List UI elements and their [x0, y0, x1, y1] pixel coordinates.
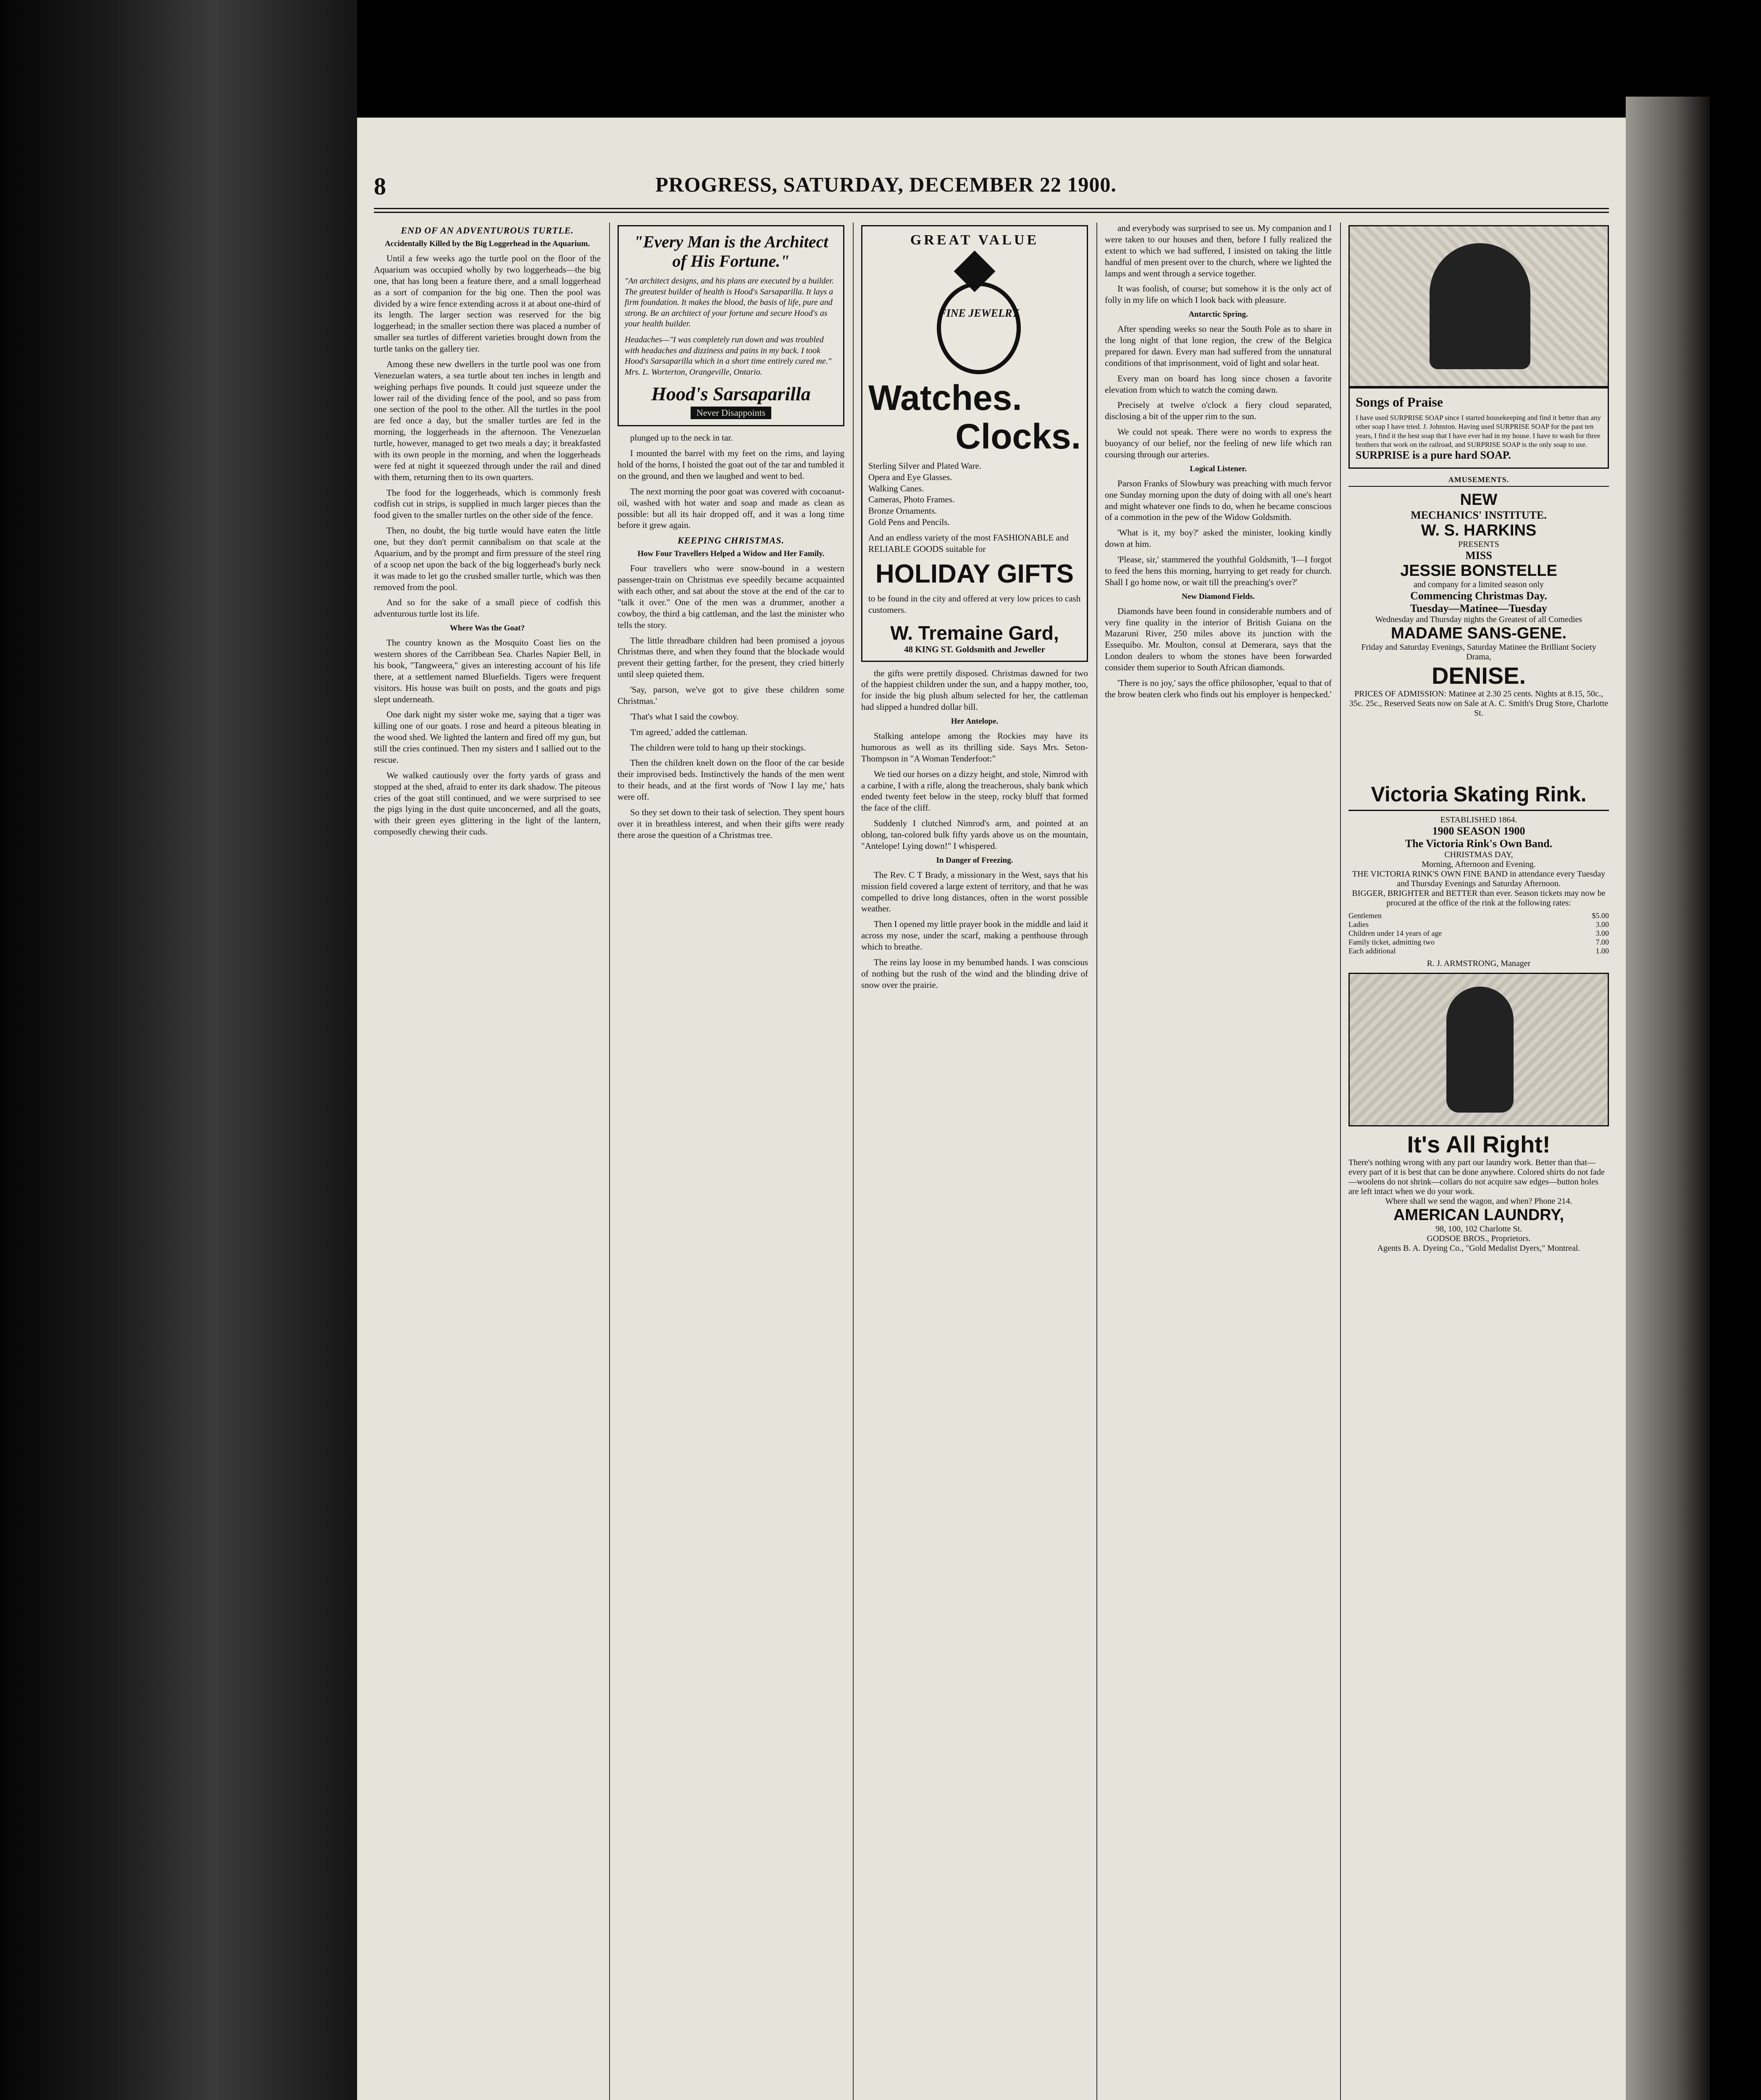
rates-table: [1348, 911, 1609, 956]
paragraph: and everybody was surprised to see us. My companion and I were taken to our houses and then, before I fully realized the extent to which we had suffered, I insisted on taking the little handful of men present over to the church, where we lighted the lamps and went through a service together.: [1105, 223, 1332, 278]
ad-headline: "Every Man is the Architect of His Fortune.": [633, 232, 828, 270]
article-title: Her Antelope.: [951, 717, 999, 726]
header-rule: [374, 208, 1609, 213]
article-subtitle: Accidentally Killed by the Big Loggerhead in the Aquarium.: [384, 239, 590, 248]
ring-band: [937, 282, 1021, 374]
laundry-name: AMERICAN LAUNDRY,: [1393, 1206, 1564, 1224]
rate-label: Ladies: [1348, 920, 1369, 929]
list-item: Sterling Silver and Plated Ware.: [868, 460, 982, 471]
list-item: Opera and Eye Glasses.: [868, 472, 952, 482]
paragraph: the gifts were prettily disposed. Christmas dawned for two of the happiest children under the sun, and a happy mother, too, for inside the big plush album selected for her, the cattleman had slipped a hundred dollar bill.: [861, 668, 1088, 712]
found-text: to be found in the city and offered at very low prices to cash customers.: [868, 593, 1081, 615]
christmas-text: CHRISTMAS DAY,: [1444, 850, 1513, 859]
article-title: END OF AN ADVENTUROUS TURTLE.: [401, 225, 574, 236]
amusements-section: [1348, 475, 1609, 1253]
paragraph: The children were told to hang up their stockings.: [630, 742, 806, 753]
ad-body: "An architect designs, and his plans are executed by a builder. The greatest builder of health is Hood's Sarsaparilla. It lays a firm foundation. It makes the blood, the basis of life, pure and strong. Be an architect of your fortune and secure Hood's as your health builder.: [625, 276, 834, 329]
column-5: [1348, 223, 1609, 2100]
column-rule: [1340, 223, 1341, 2100]
paragraph: Suddenly I clutched Nimrod's arm, and pointed at an oblong, tan-colored bulk fifty yards above us on the mountain, "Antelope! Lying down!" I whispered.: [861, 818, 1088, 851]
man-figure: [1446, 987, 1514, 1113]
great-value-heading: GREAT VALUE: [910, 232, 1039, 248]
paragraph: 'Please, sir,' stammered the youthful Goldsmith, 'I—I forgot to feed the hens this morning, hurrying to get ready for church. Shall I go home now, or wait till the preaching's over?': [1105, 554, 1332, 587]
rate-row: [1348, 929, 1609, 938]
paragraph: Precisely at twelve o'clock a fiery cloud separated, disclosing a bit of the upper rim to the sun.: [1105, 400, 1332, 422]
ring-icon: [920, 252, 1029, 374]
paragraph: plunged up to the neck in tar.: [630, 433, 733, 443]
paragraph: 'That's what I said the cowboy.: [630, 711, 739, 722]
column-3: [861, 223, 1088, 2100]
paragraph: Then the children knelt down on the floor of the car beside their improvised beds. Instinctively the hands of the men went to their heads, and at the first words of 'Now I lay me,' hats were off.: [618, 758, 844, 802]
madame-title: MADAME SANS-GENE.: [1390, 625, 1567, 642]
article-title: Where Was the Goat?: [449, 624, 525, 633]
paragraph: And so for the sake of a small piece of codfish this adventurous turtle lost its life.: [374, 597, 601, 619]
woman-illustration: [1348, 225, 1609, 387]
new-label: NEW: [1460, 491, 1498, 509]
surprise-soap-ad: [1348, 387, 1609, 469]
bonstelle-name: JESSIE BONSTELLE: [1400, 562, 1557, 580]
paragraph: Then, no doubt, the big turtle would have eaten the little one, but they don't permit cannibalism on that scale at the Aquarium, and by the prompt and firm pressure of the steel ring of a scoop net upon the back of the big loggerhead's burly neck it was made to let go the crushed smaller turtle, which was then removed from the pool.: [374, 525, 601, 592]
firm-address: 48 KING ST. Goldsmith and Jeweller: [904, 644, 1045, 654]
rate-row: [1348, 938, 1609, 947]
paragraph: It was foolish, of course; but somehow it is the only act of folly in my life on which I look back with pleasure.: [1105, 284, 1332, 305]
rate-row: [1348, 947, 1609, 956]
all-right-heading: It's All Right!: [1407, 1131, 1551, 1158]
paragraph: Stalking antelope among the Rockies may have its humorous as well as its thrilling side. Says Mrs. Seton-Thompson in "A Woman Tenderfoot:": [861, 731, 1088, 764]
column-4: [1105, 223, 1332, 2100]
list-item: Bronze Ornaments.: [868, 506, 937, 516]
wednesday-text: Wednesday and Thursday nights the Greatest of all Comedies: [1375, 615, 1582, 624]
paragraph: Among these new dwellers in the turtle pool was one from Venezuelan waters, a sea turtle about ten inches in length and weighing perhaps five pounds. It could just squeeze under the lower rail of the dividing fence of the pool, and so pass from one section of the pool to the other. All the turtles in the pool are fed once a day, but the smaller turtles are fed in the morning, the loggerheads in the afternoon. The Venezuelan turtle, however, managed to get two meals a day; it breakfasted with its own people in the morning, and when the loggerheads were fed at night it squeezed through under the rail and dined with them, returning then to its own quarters.: [374, 359, 601, 482]
firm-name: W. Tremaine Gard,: [890, 622, 1059, 644]
rate-value: 3.00: [1595, 920, 1609, 929]
laundry-address: 98, 100, 102 Charlotte St.: [1435, 1224, 1522, 1234]
morning-text: Morning, Afternoon and Evening.: [1422, 860, 1536, 869]
rate-value: $5.00: [1592, 911, 1609, 920]
paragraph: 'There is no joy,' says the office philosopher, 'equal to that of the brow beaten clerk who finds out his employer is henpecked.': [1105, 677, 1332, 699]
paragraph: I mounted the barrel with my feet on the rims, and laying hold of the horns, I hoisted the goat out of the tar and tumbled it on the ground, and then we laughed and went to bed.: [618, 448, 844, 481]
praise-tagline: SURPRISE is a pure hard SOAP.: [1356, 449, 1511, 461]
variety-text: And an endless variety of the most FASHIONABLE and RELIABLE GOODS suitable for: [868, 533, 1069, 554]
paragraph: 'I'm agreed,' added the cattleman.: [630, 727, 748, 737]
book-binding: [0, 0, 357, 2100]
paragraph: We could not speak. There were no words to express the buoyancy of our belief, nor the feeling of new life which ran coursing through our arteries.: [1105, 427, 1332, 459]
page-number: 8: [374, 173, 386, 200]
paragraph: We tied our horses on a dizzy height, and stole, Nimrod with a carbine, I with a rifle, along the treacherous, shaly bank which ended twenty feet below in the steep, rocky bluff that formed the face of the cliff.: [861, 769, 1088, 813]
list-item: Gold Pens and Pencils.: [868, 517, 950, 528]
harkins-name: W. S. HARKINS: [1421, 522, 1537, 539]
list-item: Walking Canes.: [868, 483, 924, 494]
column-rule: [853, 223, 854, 2100]
company-text: and company for a limited season only: [1414, 580, 1544, 589]
tuesday-text: Tuesday—Matinee—Tuesday: [1410, 602, 1548, 614]
rate-label: Each additional: [1348, 947, 1396, 955]
rate-label: Gentlemen: [1348, 911, 1382, 920]
commencing-text: Commencing Christmas Day.: [1410, 590, 1547, 602]
rink-title: Victoria Skating Rink.: [1348, 722, 1609, 811]
article-title: Logical Listener.: [1190, 464, 1247, 473]
paragraph: The food for the loggerheads, which is commonly fresh codfish cut in strips, is supplied in much larger pieces than the food given to the smaller turtles on the other side of the fence.: [374, 487, 601, 520]
friday-text: Friday and Saturday Evenings, Saturday Matinee the Brilliant Society Drama,: [1361, 643, 1596, 662]
paragraph: Every man on board has long since chosen a favorite elevation from which to watch the coming dawn.: [1105, 373, 1332, 395]
ad-tagline: Never Disappoints: [691, 407, 771, 419]
praise-title: Songs of Praise: [1356, 394, 1443, 410]
laundry-illustration: [1348, 973, 1609, 1126]
paragraph: Four travellers who were snow-bound in a western passenger-train on Christmas eve speedily became acquainted with each other, and sat about the stove at the end of the car to "talk it over." One of the men was a drummer, another a cowboy, the third a big cattleman, and the last the minister who tells the story.: [618, 563, 844, 630]
ring-label: FINE JEWELRY: [939, 307, 1019, 319]
watches-heading: Watches.: [868, 378, 1022, 417]
bigger-text: BIGGER, BRIGHTER and BETTER than ever. Season tickets may now be procured at the office of the rink at the following rates:: [1352, 889, 1606, 908]
article-title: In Danger of Freezing.: [936, 856, 1013, 865]
paragraph: One dark night my sister woke me, saying that a tiger was killing one of our goats. I rose and heard a piteous bleating in the wood shed. We lighted the lantern and fired off my gun, but still the cries continued. Then my sisters and I sallied out to the rescue.: [374, 709, 601, 765]
season-text: 1900 SEASON 1900: [1432, 825, 1525, 837]
paragraph: 'Say, parson, we've got to give these children some Christmas.': [618, 685, 844, 706]
band-text: The Victoria Rink's Own Band.: [1405, 837, 1553, 850]
paragraph: So they set down to their task of selection. They spent hours over it in breathless interest, and when their gifts were ready there arose the question of a Christmas tree.: [618, 807, 844, 840]
institute-name: MECHANICS' INSTITUTE.: [1411, 509, 1547, 521]
laundry-cta: Where shall we send the wagon, and when? Phone 214.: [1385, 1197, 1572, 1206]
list-item: Cameras, Photo Frames.: [868, 494, 955, 505]
newspaper-page: [357, 118, 1626, 2100]
paragraph: Then I opened my little prayer book in the middle and laid it across my nose, under the scarf, making a penthouse through which to breathe.: [861, 919, 1088, 952]
paragraph: The reins lay loose in my benumbed hands. I was conscious of nothing but the rush of the wind and the blinding drive of snow over the prairie.: [861, 957, 1088, 990]
amusements-heading: AMUSEMENTS.: [1348, 475, 1609, 487]
item-list: [868, 460, 1081, 528]
laundry-text: There's nothing wrong with any part our laundry work. Better than that—every part of it is best that can be done anywhere. Colored shirts do not fade—woolens do not shrink—collars do not acquire saw edges—button holes are left intact when we do your work.: [1348, 1158, 1605, 1196]
page-header: [374, 172, 1609, 202]
denise-title: DENISE.: [1431, 662, 1526, 689]
manager-text: R. J. ARMSTRONG, Manager: [1427, 959, 1531, 968]
paragraph: The Rev. C T Brady, a missionary in the West, says that his mission field covered a large extent of territory, and that he was compelled to drive long distances, often in the worst possible weather.: [861, 869, 1088, 914]
rate-label: Children under 14 years of age: [1348, 929, 1442, 937]
paragraph: The country known as the Mosquito Coast lies on the western shores of the Carribbean Sea. Charles Napier Bell, in his book, "Tangweera," gives an interesting account of his life there, at a settlement named Bluefields. Tigers were frequent visitors. His house was built on posts, and the goats and pigs slept underneath.: [374, 638, 601, 704]
rate-value: 7.00: [1595, 938, 1609, 946]
article-title: Antarctic Spring.: [1188, 310, 1248, 319]
article-title: New Diamond Fields.: [1182, 592, 1255, 601]
rate-label: Family ticket, admitting two: [1348, 938, 1435, 946]
paragraph: We walked cautiously over the forty yards of grass and stopped at the shed, afraid to enter its dark shadow. The piteous cries of the goat still continued, and we were surprised to see the pigs lying in the dust quite unconcerned, and all the goats, with their green eyes glittering in the light of the lantern, composedly chewing their cuds.: [374, 770, 601, 837]
miss-label: MISS: [1465, 549, 1492, 562]
rate-row: [1348, 920, 1609, 929]
jewelry-advertisement: [861, 225, 1088, 662]
holiday-gifts-heading: HOLIDAY GIFTS: [875, 559, 1074, 588]
ad-testimonial: Headaches—"I was completely run down and was troubled with headaches and dizziness and pains in my back. I took Hood's Sarsaparilla which in a short time entirely cured me." Mrs. L. Worterton, Orangeville, Ontario.: [625, 335, 832, 377]
paragraph: Parson Franks of Slowbury was preaching with much fervor one Sunday morning upon the duty of doing with all one's heart and might whatever one finds to do, when he became conscious of a commotion in the pew of the Widow Goldsmith.: [1105, 478, 1332, 522]
paragraph: Diamonds have been found in considerable numbers and of very fine quality in the interior of British Guiana on the Mazaruni River, 250 miles above its junction with the Essequibo. Mr. Moulton, consul at Demerara, says that the London dealers to whom the stones have been forwarded consider them superior to South African diamonds.: [1105, 606, 1332, 672]
hoods-advertisement: [618, 225, 844, 426]
established-text: ESTABLISHED 1864.: [1440, 815, 1517, 824]
paragraph: The next morning the poor goat was covered with cocoanut-oil, washed with hot water and soap and made as clean as possible: but all its hair dropped off, and it was a long time before it grew again.: [618, 486, 844, 530]
hoods-logo: Hood's Sarsaparilla: [651, 383, 811, 405]
paragraph: The little threadbare children had been promised a joyous Christmas there, and when they found that the blockade would prevent their getting farther, for the present, they cried bitterly until sleep quieted them.: [618, 635, 844, 680]
rate-row: [1348, 911, 1609, 920]
article-title: KEEPING CHRISTMAS.: [678, 535, 784, 546]
clocks-heading: Clocks.: [955, 417, 1081, 457]
agents-text: Agents B. A. Dyeing Co., "Gold Medalist Dyers," Montreal.: [1377, 1244, 1580, 1253]
column-1: [374, 223, 601, 2100]
paragraph: 'What is it, my boy?' asked the minister, looking kindly down at him.: [1105, 528, 1332, 549]
godsoe-text: GODSOE BROS., Proprietors.: [1427, 1234, 1531, 1243]
woman-figure: [1430, 243, 1530, 369]
paragraph: After spending weeks so near the South Pole as to share in the long night of that lone region, the crew of the Belgica prepared for dawn. Every man had suffered from the unnatural conditions of that imprisonment, void of light and solar heat.: [1105, 324, 1332, 368]
column-2: [618, 223, 844, 2100]
page-edge: [1626, 97, 1710, 2100]
rate-value: 1.00: [1595, 947, 1609, 955]
rate-value: 3.00: [1595, 929, 1609, 937]
prices-text: PRICES OF ADMISSION: Matinee at 2.30 25 cents. Nights at 8.15, 50c., 35c. 25c., Reserved Seats now on Sale at A. C. Smith's Drug Store, Charlotte St.: [1349, 689, 1609, 718]
article-subtitle: How Four Travellers Helped a Widow and Her Family.: [637, 549, 825, 559]
praise-text: I have used SURPRISE SOAP since I started housekeeping and find it better than any other soap I have tried. J. Johnston. Having used SURPRISE SOAP for the past ten years, I find it the best soap that I have ever had in my house. I have to wash for three brothers that work on the railroad, and SURPRISE SOAP is the only soap to use.: [1356, 414, 1601, 449]
fine-band-text: THE VICTORIA RINK'S OWN FINE BAND in attendance every Tuesday and Thursday Evenings and Saturday Afternoon.: [1352, 869, 1606, 888]
column-rule: [609, 223, 610, 2100]
presents-label: PRESENTS: [1458, 540, 1499, 549]
column-rule: [1096, 223, 1097, 2100]
masthead: PROGRESS, SATURDAY, DECEMBER 22 1900.: [655, 173, 1117, 196]
paragraph: Until a few weeks ago the turtle pool on the floor of the Aquarium was occupied wholly by two loggerheads—the big one, that has long been a feature there, and a small loggerhead as a sort of companion for the big one. Then the pool was divided by a wire fence extending across it at about one-third of its length. The larger section was reserved for the big loggerhead; in the smaller section there was placed a number of smaller sea turtles of different varieties brought down from the turtle tanks on the gallery tier.: [374, 253, 601, 354]
